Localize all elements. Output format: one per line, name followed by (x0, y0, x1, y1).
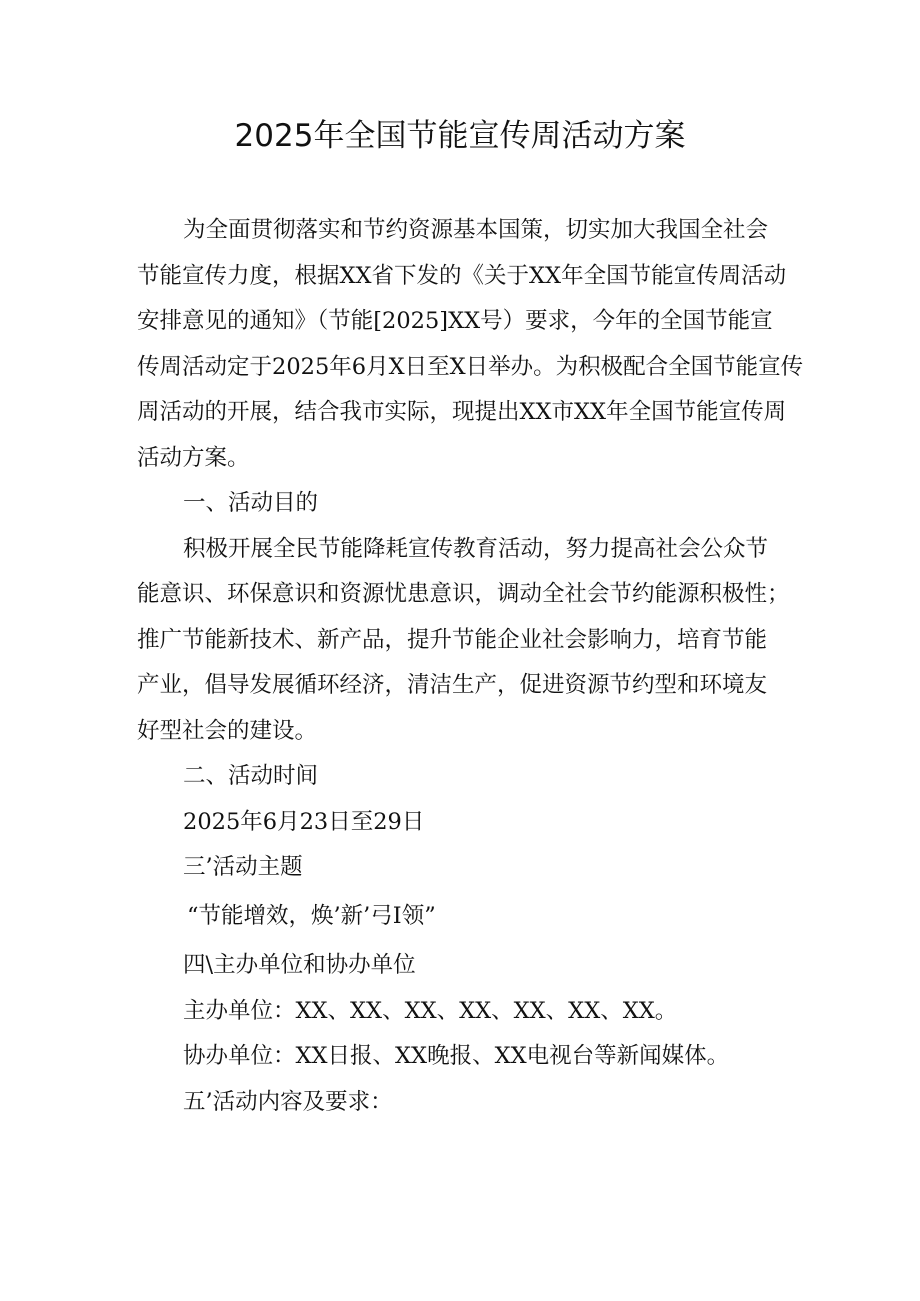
intro-line: 节能宣传力度，根据XX省下发的《关于XX年全国节能宣传周活动 (137, 262, 787, 289)
activity-dates: 2025年6月23日至29日 (183, 808, 425, 835)
section-heading-content: 五’活动内容及要求： (183, 1088, 393, 1115)
purpose-line: 积极开展全民节能降耗宣传教育活动，努力提高社会公众节 (183, 535, 769, 562)
intro-line: 传周活动定于2025年6月X日至X日举办。为积极配合全国节能宣传 (137, 353, 804, 380)
document-body (137, 208, 804, 1125)
intro-paragraph (137, 208, 804, 481)
purpose-line: 产业，倡导发展循环经济，清洁生产，促进资源节约型和环境友 (137, 672, 768, 698)
purpose-paragraph (137, 527, 797, 755)
intro-line: 为全面贯彻落实和节约资源基本国策，切实加大我国全社会 (183, 217, 769, 243)
section-heading-purpose: 一、活动目的 (183, 490, 319, 516)
host-organizers: 主办单位：XX、XX、XX、XX、XX、XX、XX。 (183, 997, 678, 1024)
intro-line: 活动方案。 (137, 444, 250, 471)
co-organizers: 协办单位：XX日报、XX晚报、XX电视台等新闻媒体。 (183, 1043, 730, 1069)
section-heading-time: 二、活动时间 (183, 763, 319, 789)
purpose-line: 推广节能新技术、新产品，提升节能企业社会影响力，培育节能 (137, 626, 768, 653)
purpose-line: 能意识、环保意识和资源忧患意识，调动全社会节约能源积极性； (137, 581, 790, 607)
purpose-line: 好型社会的建设。 (137, 717, 318, 744)
section-heading-organizers: 四\主办单位和协办单位 (183, 952, 416, 978)
intro-line: 安排意见的通知》（节能[2025]XX号）要求，今年的全国节能宣 (137, 308, 773, 334)
document-title: 2025年全国节能宣传周活动方案 (234, 118, 686, 154)
section-heading-theme: 三’活动主题 (183, 854, 303, 880)
activity-theme: “节能增效，焕’新’弓I领” (187, 902, 436, 929)
intro-line: 周活动的开展，结合我市实际，现提出XX市XX年全国节能宣传周 (137, 399, 787, 425)
